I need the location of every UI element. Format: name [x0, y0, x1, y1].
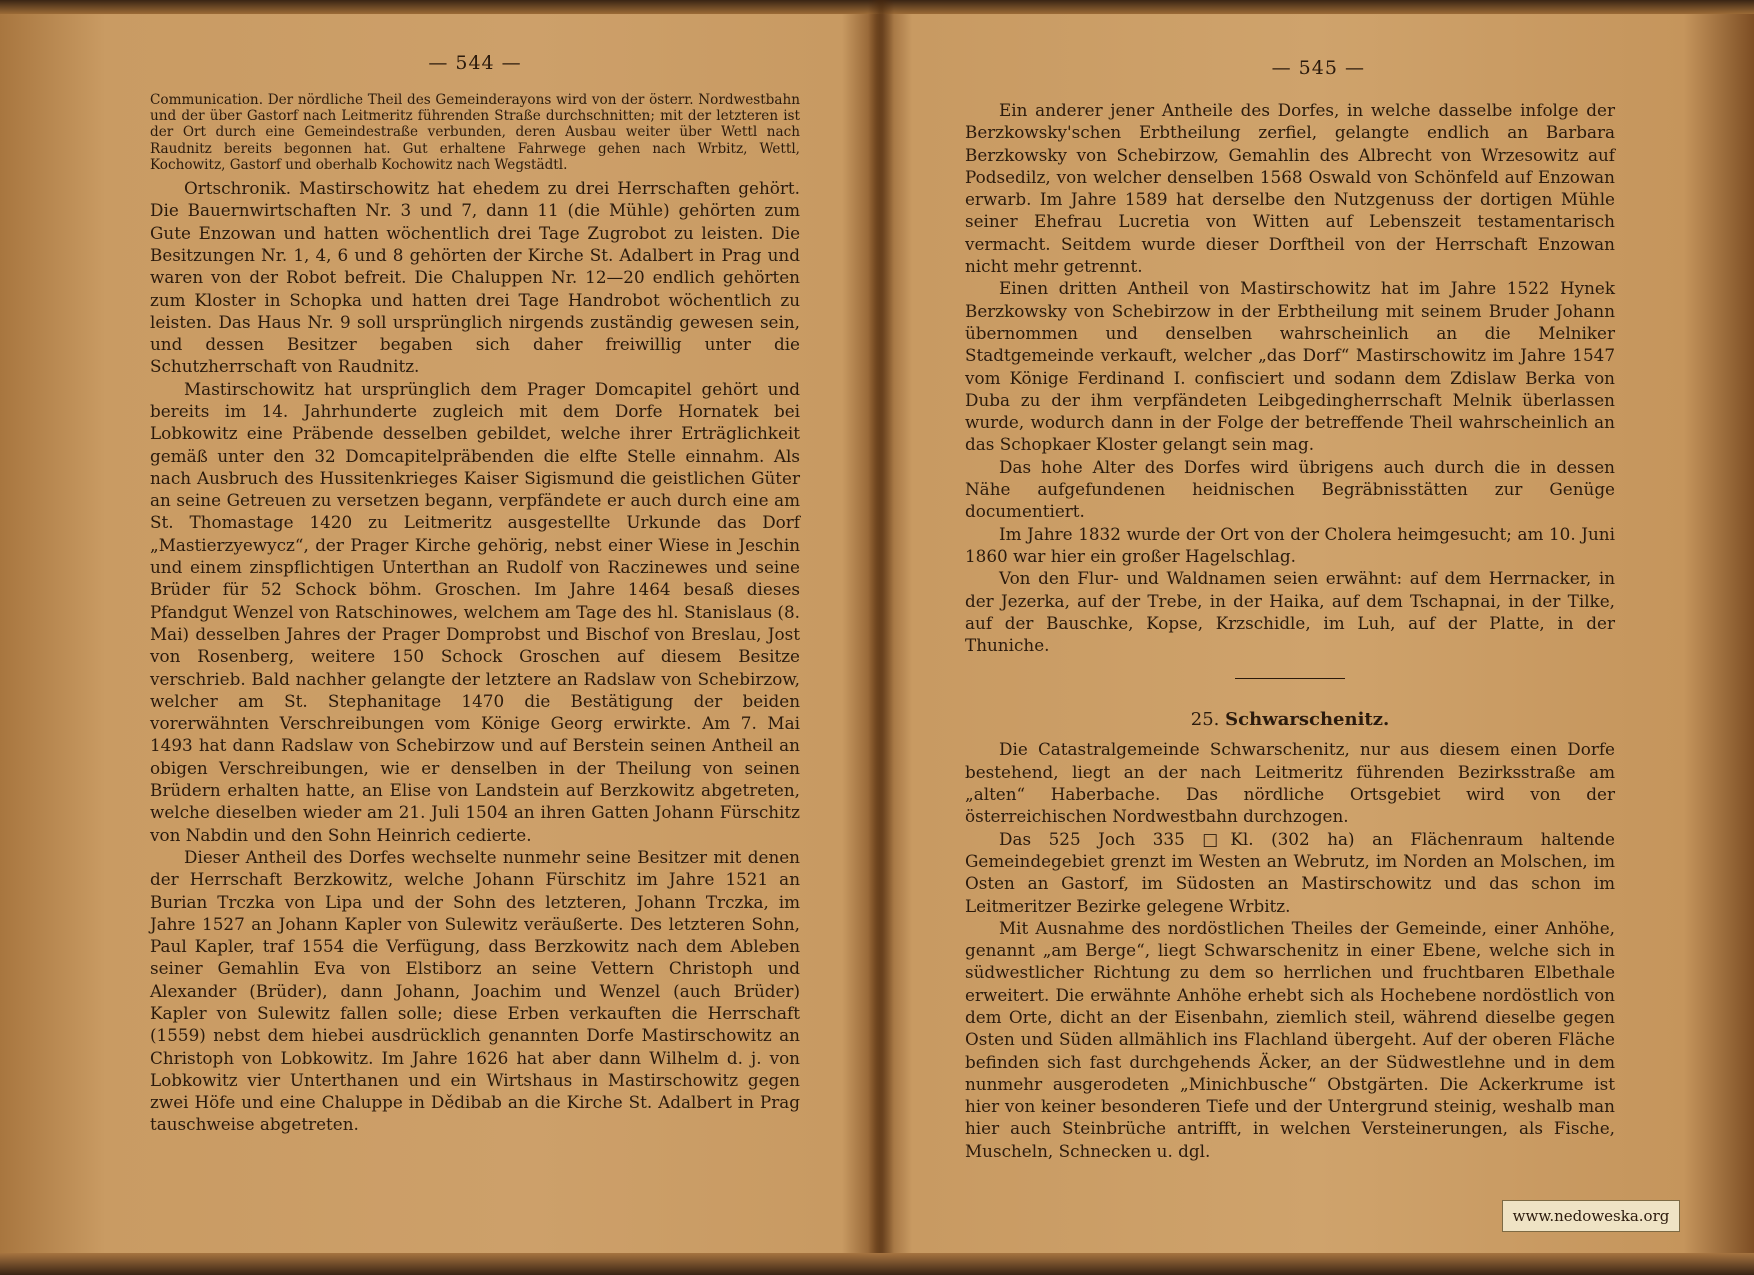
chronicle-paragraph-2: Mastirschowitz hat ursprünglich dem Prager Domcapitel gehört und bereits im 14. Jahrhunderte zugleich mit dem Dorfe Hornatek bei Lobkowitz eine Präbende desselben gebildet, welche ihrer Erträglichkeit gemäß unter den 32 Domcapitelpräbenden die elfte Stelle einnahm. Als nach Ausbruch des Hussitenkrieges Kaiser Sigismund die geistlichen Güter an seine Getreuen zu versetzen begann, verpfändete er auch durch eine am St. Thomastage 1420 zu Leitmeritz ausgestellte Urkunde das Dorf „Mastierzyewycz“, der Prager Kirche gehörig, nebst einer Wiese in Jeschin und einem zinspflichtigen Unterthan an Rudolf von Raczinewes und seine Brüder für 52 Schock böhm. Groschen. Im Jahre 1464 besaß dieses Pfandgut Wenzel von Ratschinowes, welchem am Tage des hl. Stanislaus (8. Mai) desselben Jahres der Prager Domprobst und Bischof von Breslau, Jost von Rosenberg, weitere 150 Schock Groschen auf diesem Besitze verschrieb. Bald nachher gelangte der letztere an Radslaw von Schebirzow, welcher am St. Stephanitage 1470 die Bestätigung der beiden vorerwähnten Verschreibungen vom Könige Georg erwirkte. Am 7. Mai 1493 hat dann Radslaw von Schebirzow und auf Berstein seinen Antheil an obigen Verschreibungen, wie er denselben in der Theilung von seinen Brüdern erhalten hatte, an Elise von Landstein auf Berzkowitz abgetreten, welche dieselben wieder am 21. Juli 1504 an ihren Gatten Johann Fürschitz von Nabdin und den Sohn Heinrich cedierte. — [150, 378, 800, 845]
section-paragraph-1: Die Catastralgemeinde Schwarschenitz, nur aus diesem einen Dorfe bestehend, liegt an der nach Leitmeritz führenden Bezirksstraße am „alten“ Haberbache. Das nördliche Ortsgebiet wird von der österreichischen Nordwestbahn durchzogen. — [965, 739, 1615, 827]
field-names-paragraph: Von den Flur- und Waldnamen seien erwähnt: auf dem Herrnacker, in der Jezerka, auf der Trebe, in der Haika, auf dem Tschapnai, in der Tilke, auf der Bauschke, Kopse, Krzschidle, im Luh, auf der Platte, in der Thuniche. — [965, 568, 1615, 656]
history-paragraph-1: Ein anderer jener Antheile des Dorfes, in welche dasselbe infolge der Berzkowsky'schen Erbtheilung zerfiel, gelangte endlich an Barbara Berzkowsky von Schebirzow, Gemahlin des Albrecht von Wrzesowitz auf Podsedilz, von welcher denselben 1568 Oswald von Schönfeld auf Enzowan erwarb. Im Jahre 1589 hat derselbe den Nutzgenuss der dortigen Mühle seiner Ehefrau Lucretia von Witten auf Lebenszeit testamentarisch vermacht. Seitdem wurde dieser Dorftheil von der Herrschaft Enzowan nicht mehr getrennt. — [965, 100, 1615, 277]
right-page — [965, 40, 1615, 1162]
chronicle-paragraph-3: Dieser Antheil des Dorfes wechselte nunmehr seine Besitzer mit denen der Herrschaft Berzkowitz, welche Johann Fürschitz im Jahre 1521 an Burian Trczka von Lipa und der Sohn des letzteren, Johann Trczka, im Jahre 1527 an Johann Kapler von Sulewitz veräußerte. Des letzteren Sohn, Paul Kapler, traf 1554 die Verfügung, dass Berzkowitz nach dem Ableben seiner Gemahlin Eva von Elstiborz an seine Vettern Christoph und Alexander (Brüder), dann Johann, Joachim und Wenzel (auch Brüder) Kapler von Sulewitz fallen solle; diese Erben verkauften die Herrschaft (1559) nebst dem hiebei ausdrücklich genannten Dorfe Mastirschowitz an Christoph von Lobkowitz. Im Jahre 1626 hat aber dann Wilhelm d. j. von Lobkowitz vier Unterthanen und ein Wirtshaus in Mastirschowitz gegen zwei Höfe und eine Chaluppe in Dědibab an die Kirche St. Adalbert in Prag tauschweise abgetreten. — [150, 846, 800, 1135]
history-paragraph-2: Einen dritten Antheil von Mastirschowitz hat im Jahre 1522 Hynek Berzkowsky von Schebirzow in der Erbtheilung mit seinem Bruder Johann übernommen und denselben wahrscheinlich an die Melniker Stadtgemeinde verkauft, welcher „das Dorf“ Mastirschowitz im Jahre 1547 vom Könige Ferdinand I. confisciert und sodann dem Zdislaw Berka von Duba zu der ihm verpfändeten Leibgedingherrschaft Melnik überlassen wurde, wodurch dann in der Folge der betreffende Theil wahrscheinlich an das Schopkaer Kloster gelangt sein mag. — [965, 278, 1615, 455]
left-page — [150, 40, 800, 1136]
section-paragraph-3: Mit Ausnahme des nordöstlichen Theiles der Gemeinde, einer Anhöhe, genannt „am Berge“, liegt Schwarschenitz in einer Ebene, welche sich in südwestlicher Richtung zu dem so herrlichen und fruchtbaren Elbethale erweitert. Die erwähnte Anhöhe erhebt sich als Hochebene nordöstlich von dem Orte, dicht an der Eisenbahn, ziemlich steil, während dieselbe gegen Osten und Süden allmählich ins Flachland übergeht. Auf der oberen Fläche befinden sich fast durchgehends Äcker, an der Südwestlehne und in dem nunmehr ausgerodeten „Minichbusche“ Obstgärten. Die Ackerkrume ist hier von keiner besonderen Tiefe und der Untergrund steinig, weshalb man hier auch Steinbrüche antrifft, in welchen Versteinerungen, als Fische, Muscheln, Schnecken u. dgl. — [965, 917, 1615, 1161]
history-paragraph-4: Im Jahre 1832 wurde der Ort von der Cholera heimgesucht; am 10. Juni 1860 war hier ein großer Hagelschlag. — [965, 523, 1615, 566]
page-number-right: — 545 — — [1271, 57, 1365, 79]
communication-paragraph: Communication. Der nördliche Theil des Gemeinderayons wird von der österr. Nordwestbahn und der über Gastorf nach Leitmeritz führenden Straße durchschnitten; mit der letzteren ist der Ort durch eine Gemeindestraße verbunden, deren Ausbau weiter über Wettl nach Raudnitz bereits begonnen hat. Gut erhaltene Fahrwege gehen nach Wrbitz, Wettl, Kochowitz, Gastorf und oberhalb Kochowitz nach Wegstädtl. — [150, 92, 800, 173]
section-number: 25. — [1190, 709, 1220, 731]
book-gutter — [868, 0, 894, 1275]
chronicle-paragraph-1: Ortschronik. Mastirschowitz hat ehedem zu drei Herrschaften gehört. Die Bauernwirtschaften Nr. 3 und 7, dann 11 (die Mühle) gehörten zum Gute Enzowan und hatten wöchentlich drei Tage Zugrobot zu leisten. Die Besitzungen Nr. 1, 4, 6 und 8 gehörten der Kirche St. Adalbert in Prag und waren von der Robot befreit. Die Chaluppen Nr. 12—20 endlich gehörten zum Kloster in Schopka und hatten drei Tage Handrobot wöchentlich zu leisten. Das Haus Nr. 9 soll ursprünglich nirgends zuständig gewesen sein, und dessen Besitzer begaben sich daher freiwillig unter die Schutzherrschaft von Raudnitz. — [150, 178, 800, 377]
section-paragraph-2: Das 525 Joch 335 □Kl. (302 ha) an Flächenraum haltende Gemeindegebiet grenzt im Westen an Webrutz, im Norden an Molschen, im Osten an Gastorf, im Südosten an Mastirschowitz und das schon im Leitmeritzer Bezirke gelegene Wrbitz. — [965, 828, 1615, 916]
section-divider — [1235, 678, 1345, 679]
watermark-stamp: www.nedoweska.org — [1502, 1200, 1680, 1232]
bottom-edge — [0, 1253, 1754, 1275]
history-paragraph-3: Das hohe Alter des Dorfes wird übrigens auch durch die in dessen Nähe aufgefundenen heidnischen Begräbnisstätten zur Genüge documentiert. — [965, 456, 1615, 522]
page-number-left: — 544 — — [428, 52, 522, 74]
section-heading — [965, 709, 1615, 730]
section-title: Schwarschenitz. — [1225, 709, 1390, 731]
